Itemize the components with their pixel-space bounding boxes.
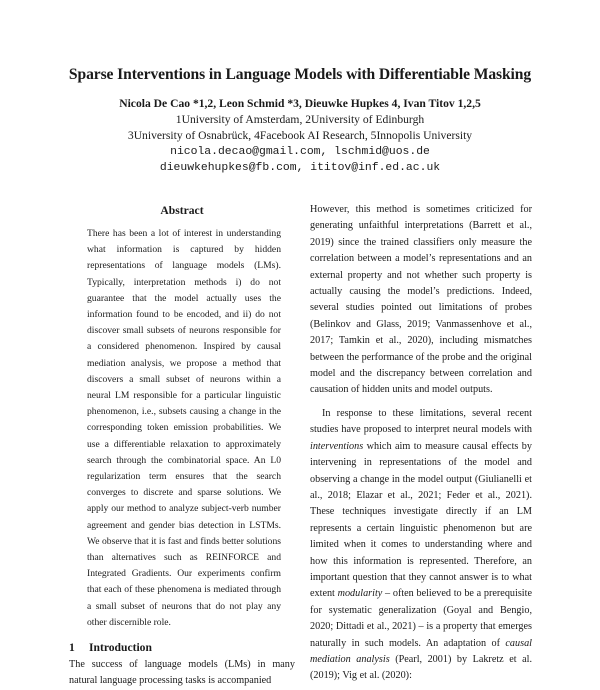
email-line-2[interactable]: dieuwkehupkes@fb.com, ititov@inf.ed.ac.uk — [159, 162, 441, 174]
left-column — [69, 202, 295, 690]
introduction-text: The success of language models (LMs) in many natural language processing tasks is accompanied — [69, 659, 295, 687]
term-causal-mediation: causal mediation analysis — [310, 637, 532, 665]
section-number: 1 — [69, 641, 75, 655]
author-names: Nicola De Cao *1,2, Leon Schmid *3, Dieuwke Hupkes 4, Ivan Titov 1,2,5 — [119, 97, 481, 110]
affiliation-line-1: 1University of Amsterdam, 2University of Edinburgh — [175, 113, 425, 126]
paragraph-probing-criticism: However, this method is sometimes criticized for generating unfaithful interpretations (Barrett et al., 2019) since the trained classifiers only measure the correlation between a model’s representations and an external property and not whether such property is actually causing the model’s predictions. Indeed, several studies pointed out limitations of probes (Belinkov and Glass, 2019; Vanmassenhove et al., 2017; Tamkin et al., 2020), including mismatches between the performance of the probe and the original model and the discrepancy between correlation and causation of hidden units and model outputs. — [310, 204, 532, 396]
paper-title: Sparse Interventions in Language Models with Differentiable Masking — [68, 66, 532, 83]
term-interventions: interventions — [310, 440, 364, 452]
paragraph-text: – often believed to be a prerequisite for systematic generalization (Goyal and Bengio, 2020; Dittadi et al., 2021) – is a property that emerges naturally in such models. An adaptation of — [310, 588, 532, 649]
section-title: Introduction — [89, 641, 152, 655]
paragraph-text: In response to these limitations, several recent studies have proposed to interpret neural models with — [310, 407, 532, 436]
abstract-text: There has been a lot of interest in understanding what information is captured by hidden representations of language models (LMs). Typically, interpretation methods i) do not guarantee that the model actually uses the information found to be encoded, and ii) do not discover small subsets of neurons responsible for a considered phenomenon. Inspired by causal mediation analysis, we propose a method that discovers a small subset of neurons within a neural LM responsible for a particular linguistic phenomenon, i.e., subsets causing a change in the corresponding token emission probabilities. We use a differentiable relaxation to approximately search through the combinatorial space. An L0 regularization term ensures that the search converges to discrete and sparse solutions. We apply our method to analyze subject-verb number agreement and gender bias detection in LSTMs. We observe that it is fast and finds better solutions than alternatives such as REINFORCE and Integrated Gradients. Our experiments confirm that each of these phenomena is mediated through a small subset of neurons that do not play any other discernible role. — [87, 228, 281, 628]
term-modularity: modularity — [337, 588, 383, 600]
affiliation-line-2: 3University of Osnabrück, 4Facebook AI Research, 5Innopolis University — [127, 129, 473, 142]
paragraph-text: (Pearl, 2001) by Lakretz et al. (2019); Vig et al. (2020): — [310, 653, 533, 682]
author-block — [0, 96, 600, 176]
right-column — [310, 202, 532, 685]
abstract-heading: Abstract — [160, 204, 204, 217]
section-heading-introduction — [69, 639, 295, 657]
paragraph-text: which aim to measure causal effects by intervening in representations of the model and observing a change in the model output (Giulianelli et al., 2018; Elazar et al., 2021; Feder et al., 2021). These techniques investigate directly if an LM represents a certain linguistic phenomenon but are limited when it comes to understanding where and how this information is represented. Therefore, an important question that they cannot answer is to what extent — [310, 440, 532, 600]
paragraph-interventions — [310, 406, 532, 685]
email-line-1[interactable]: nicola.decao@gmail.com, lschmid@uos.de — [170, 146, 430, 158]
